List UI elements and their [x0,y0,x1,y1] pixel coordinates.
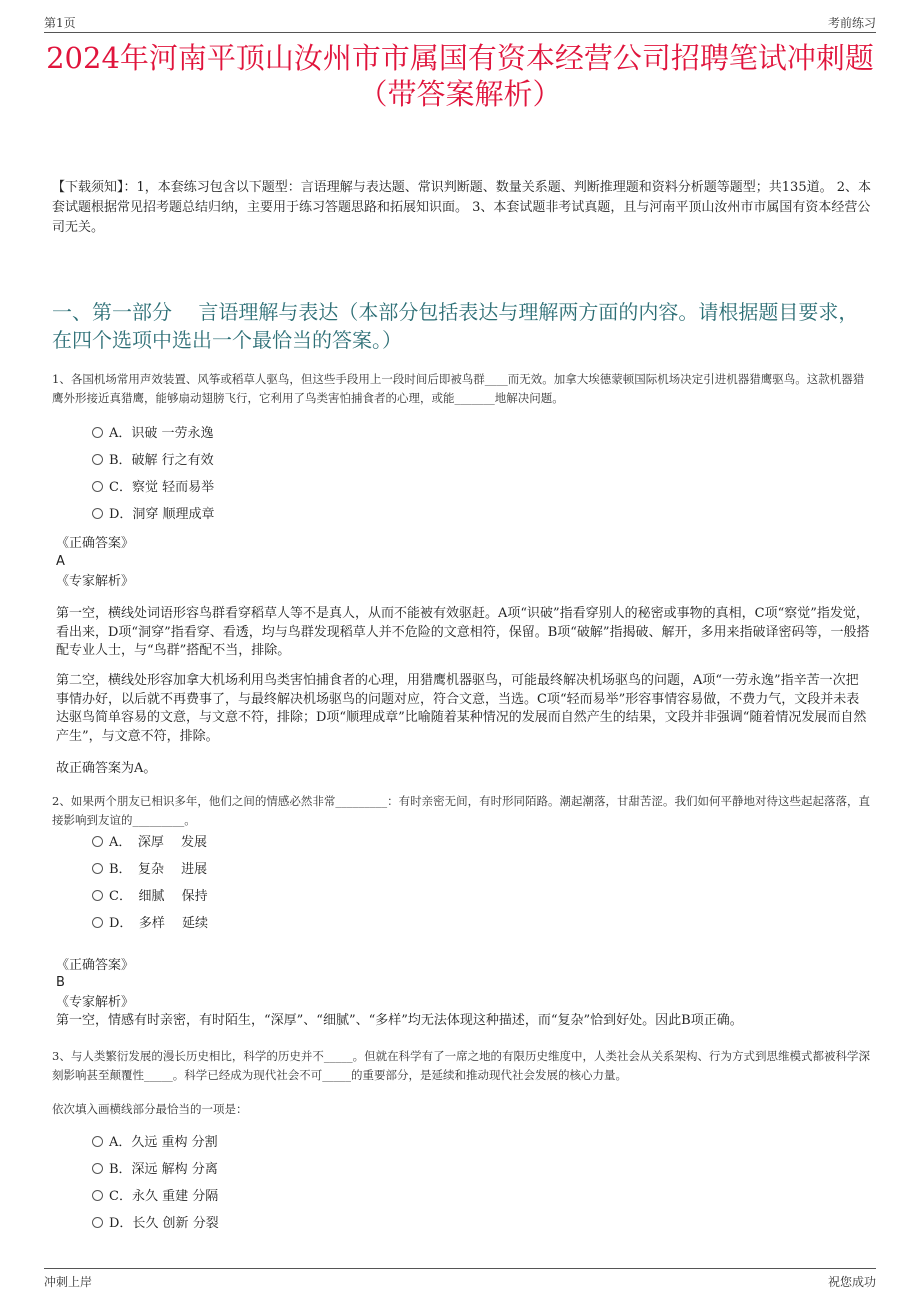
footer-left-label: 冲刺上岸 [44,1275,93,1289]
q1-option-c[interactable]: C．察觉 轻而易举 [92,479,214,497]
radio-icon[interactable] [92,481,103,492]
question-3-prompt: 依次填入画横线部分最恰当的一项是： [52,1102,248,1116]
q1-answer-label: 《正确答案》 [56,536,135,551]
q1-option-d[interactable]: D．洞穿 顺理成章 [92,506,215,524]
q2-option-c[interactable]: C． 细腻 保持 [92,888,208,906]
q2-option-d[interactable]: D． 多样 延续 [92,915,208,933]
radio-icon[interactable] [92,427,103,438]
q1-analysis-paragraph-1: 第一空，横线处词语形容鸟群看穿稻草人等不是真人，从而不能被有效驱赶。A项“识破”指看穿别人的秘密或事物的真相，C项“察觉”指发觉，看出来，D项“洞穿”指看穿、看透，均与鸟群发现稻草人并不危险的文意相符，保留。B项“破解”指揭破、解开，多用来指破译密码等，一般搭配专业人士，与“鸟群”搭配不当，排除。 [56,606,870,658]
q1-conclusion: 故正确答案为A。 [56,761,157,776]
question-3-text: 3、与人类繁衍发展的漫长历史相比，科学的历史并不_____。但就在科学有了一席之地的有限历史维度中，人类社会从关系架构、行为方式到思维模式都被科学深刻影响甚至颠覆性_____。科学已经成为现代社会不可_____的重要部分，是延续和推动现代社会发展的核心力量。 [52,1049,871,1082]
q2-answer: B [56,975,65,990]
q1-analysis-paragraph-2: 第二空，横线处形容加拿大机场利用鸟类害怕捕食者的心理，用猎鹰机器驱鸟，可能最终解决机场驱鸟的问题，A项“一劳永逸”指辛苦一次把事情办好，以后就不再费事了，与最终解决机场驱鸟的问题对应，符合文意，当选。C项“轻而易举”形容事情容易做，不费力气，文段并未表达驱鸟简单容易的文意，与文意不符，排除；D项“顺理成章”比喻随着某种情况的发展而自然产生的结果，文段并非强调“随着情况发展而自然产生”，与文意不符，排除。 [56,673,867,744]
page-footer [44,1268,876,1291]
q3-option-b[interactable]: B．深远 解构 分离 [92,1161,218,1179]
radio-icon[interactable] [92,454,103,465]
radio-icon[interactable] [92,508,103,519]
question-2-text: 2、如果两个朋友已相识多年，他们之间的情感必然非常_________：有时亲密无间，有时形同陌路。潮起潮落，甘甜苦涩。我们如何平静地对待这些起起落落，直接影响到友谊的_________。 [52,794,871,827]
q3-option-c[interactable]: C．永久 重建 分隔 [92,1188,218,1206]
footer-right-label: 祝您成功 [827,1275,876,1289]
q1-option-b[interactable]: B．破解 行之有效 [92,452,214,470]
q2-answer-label: 《正确答案》 [56,958,135,973]
radio-icon[interactable] [92,1163,103,1174]
q2-analysis: 第一空，情感有时亲密，有时陌生，“深厚”、“细腻”、“多样”均无法体现这种描述，而“复杂”恰到好处。因此B项正确。 [56,1013,743,1028]
radio-icon[interactable] [92,890,103,901]
page-header [44,12,876,33]
q2-analysis-label: 《专家解析》 [56,995,135,1010]
q1-analysis-label: 《专家解析》 [56,574,135,589]
header-label: 考前练习 [827,16,876,30]
q1-answer: A [56,554,65,569]
question-1-text: 1、各国机场常用声效装置、风筝或稻草人驱鸟，但这些手段用上一段时间后即被鸟群____而无效。加拿大埃德蒙顿国际机场决定引进机器猎鹰驱鸟。这款机器猎鹰外形接近真猎鹰，能够扇动翅膀飞行，它利用了鸟类害怕捕食者的心理，或能_______地解决问题。 [52,372,865,405]
radio-icon[interactable] [92,863,103,874]
download-notice: 【下载须知】：1，本套练习包含以下题型：言语理解与表达题、常识判断题、数量关系题、判断推理题和资料分析题等题型；共135道。 2、本套试题根据常见招考题总结归纳，主要用于练习答题思路和拓展知识面。 3、本套试题非考试真题，且与河南平顶山汝州市市属国有资本经营公司无关。 [52,180,871,235]
radio-icon[interactable] [92,1217,103,1228]
document-title: 2024年河南平顶山汝州市市属国有资本经营公司招聘笔试冲刺题（带答案解析） [46,41,874,111]
q2-option-b[interactable]: B． 复杂 进展 [92,861,207,879]
q3-option-a[interactable]: A．久远 重构 分割 [92,1134,218,1152]
q3-option-d[interactable]: D．长久 创新 分裂 [92,1215,219,1233]
page-number: 第1页 [44,16,76,30]
radio-icon[interactable] [92,1190,103,1201]
q1-option-a[interactable]: A．识破 一劳永逸 [92,425,214,443]
q2-option-a[interactable]: A． 深厚 发展 [92,834,207,852]
radio-icon[interactable] [92,1136,103,1147]
radio-icon[interactable] [92,917,103,928]
section-heading: 一、第一部分 言语理解与表达（本部分包括表达与理解两方面的内容。请根据题目要求，在四个选项中选出一个最恰当的答案。） [52,300,859,352]
radio-icon[interactable] [92,836,103,847]
